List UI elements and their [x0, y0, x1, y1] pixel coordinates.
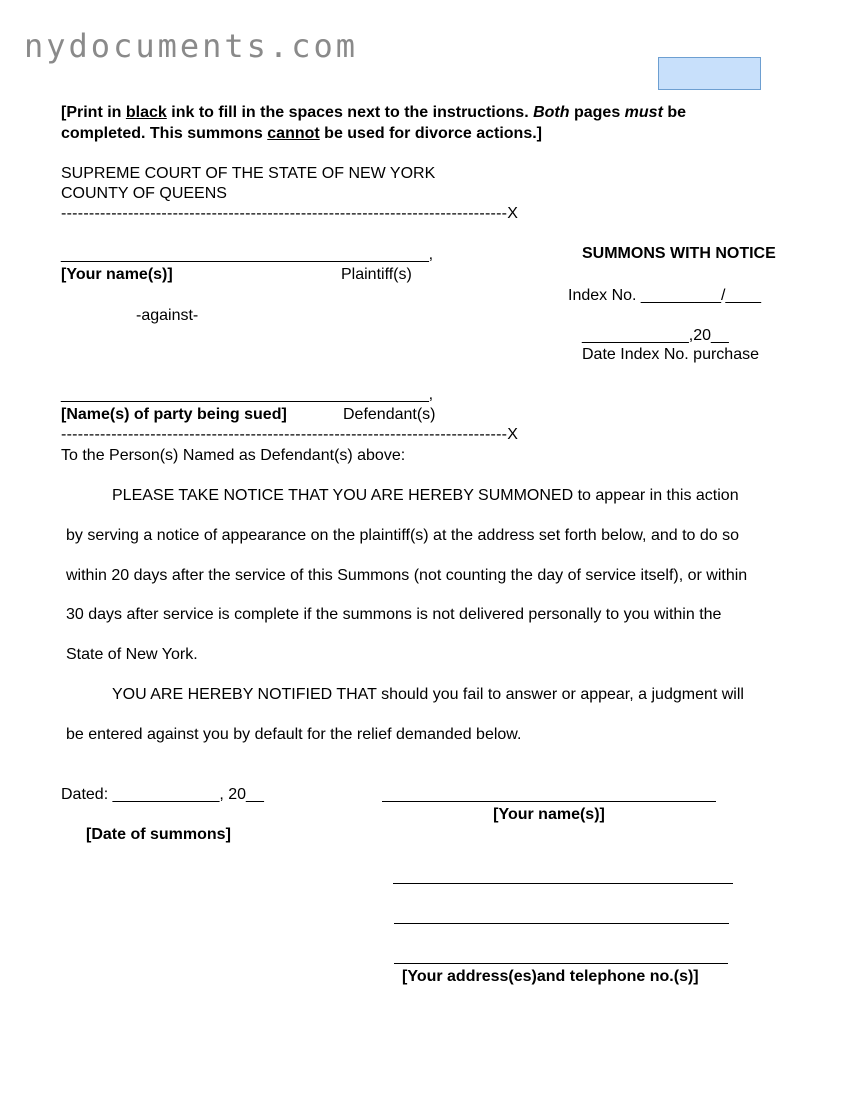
address-line-3[interactable] [394, 963, 728, 964]
summons-title: SUMMONS WITH NOTICE [582, 245, 776, 262]
address-line-2[interactable] [394, 923, 729, 924]
plaintiff-role: Plaintiff(s) [341, 266, 412, 283]
your-name-label: [Your name(s)] [493, 806, 605, 823]
instructions-text: be used for divorce actions.] [319, 125, 542, 142]
instructions-must: must [624, 104, 663, 121]
defendant-name-blank[interactable]: ___________________________________________, [61, 386, 433, 403]
defendant-role: Defendant(s) [343, 406, 436, 423]
index-date[interactable]: ____________,20__ [582, 327, 729, 344]
notified-paragraph-line: be entered against you by default for the relief demanded below. [66, 726, 522, 743]
notice-paragraph-line: by serving a notice of appearance on the plaintiff(s) at the address set forth below, and to do so [66, 527, 740, 544]
instructions-text: completed. This summons [61, 125, 268, 142]
against-label: -against- [136, 307, 199, 324]
instructions-text: ink to fill in the spaces next to the instructions. [166, 104, 534, 121]
addressee-line: To the Person(s) Named as Defendant(s) above: [61, 447, 406, 464]
plaintiff-name-blank[interactable]: ___________________________________________, [61, 246, 433, 263]
notice-paragraph-line: within 20 days after the service of this Summons (not counting the day of service itself), or within [66, 567, 748, 584]
court-county: COUNTY OF QUEENS [61, 185, 227, 202]
instructions-line-1 [61, 103, 686, 123]
form-field-box[interactable] [658, 57, 761, 90]
signature-name-line[interactable] [382, 801, 716, 802]
instructions-text: [Print in [61, 104, 126, 121]
dated-field[interactable]: Dated: ____________, 20__ [61, 786, 264, 803]
notice-paragraph-line: PLEASE TAKE NOTICE THAT YOU ARE HEREBY SUMMONED to appear in this action [112, 487, 739, 504]
notified-paragraph-line: YOU ARE HEREBY NOTIFIED THAT should you fail to answer or appear, a judgment will [112, 686, 744, 703]
instructions-text: be [662, 104, 687, 121]
notice-paragraph-line: State of New York. [66, 646, 198, 663]
instructions-cannot: cannot [267, 125, 320, 142]
index-date-label: Date Index No. purchase [582, 346, 759, 363]
defendant-label: [Name(s) of party being sued] [61, 406, 287, 423]
address-line-1[interactable] [393, 883, 733, 884]
instructions-black: black [125, 104, 167, 121]
plaintiff-label: [Your name(s)] [61, 266, 173, 283]
caption-divider-bottom: --------------------------------------------------------------------------------X [61, 426, 519, 443]
instructions-text: pages [569, 104, 625, 121]
index-number[interactable]: Index No. _________/____ [568, 287, 762, 304]
caption-divider-top: --------------------------------------------------------------------------------X [61, 205, 519, 222]
address-phone-label: [Your address(es)and telephone no.(s)] [402, 968, 699, 985]
notice-paragraph-line: 30 days after service is complete if the summons is not delivered personally to you within the [66, 606, 722, 623]
date-of-summons-label: [Date of summons] [86, 826, 231, 843]
site-watermark: nydocuments.com [24, 27, 358, 65]
instructions-both: Both [533, 104, 570, 121]
court-name: SUPREME COURT OF THE STATE OF NEW YORK [61, 165, 436, 182]
instructions-line-2 [61, 124, 542, 144]
